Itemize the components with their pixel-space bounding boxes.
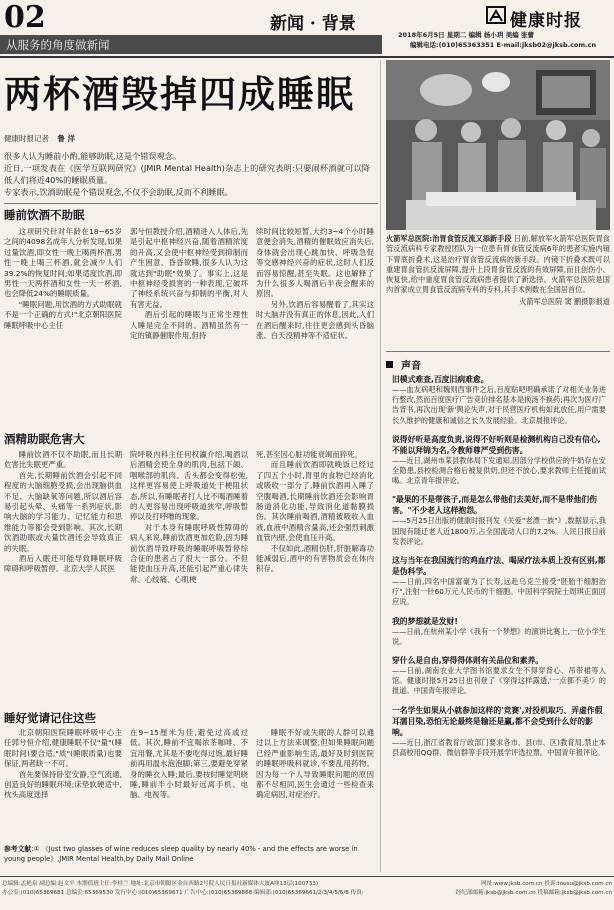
masthead-rule xyxy=(0,56,614,58)
article-column xyxy=(4,227,122,331)
footer-staff: 总编辑:孟艳泉 副总编:赵文平 本期值班主任:李桂兰 地址:北京市朝阳区金台西路2号院人民日报社新媒体大厦A座13层(100733) xyxy=(2,881,319,887)
subsection-bar xyxy=(0,35,382,54)
item-quote: 说得好听是高度负责,说得不好听则是检测机构自己没有信心,不能以拜锦为名,令教师尊严受到伤害。 xyxy=(392,434,601,455)
article-column xyxy=(130,227,248,341)
lead-paragraph: 很多人认为睡前小酌,能够助眠,这是个错误观念。 xyxy=(4,151,182,161)
photo-caption-body: 日前,解放军火箭军总医院胃食管反流病科专家教授团队为一位患有胃食管反流病6年的患者实施内镜下胃底折叠术,这是治疗胃食管反流病的新手段。内镜下折叠术既可以重建胃食管抗反流屏障,提升上段胃食管反流的有效屏障,而且创伤小、恢复快,给中重度胃食管反流病患者提供了新选择。火箭军总医院是国内首家成立胃食管反流病专科的专科,其手术例数在全国居首位。 xyxy=(386,234,610,295)
paragraph: 在9~15厘米为佳,避免过高或过低。其次,睡前不宜喝浓茶咖啡、不宜用餐,尤其是不要吃得过饱,最好睡前再用温水泡泡脚;第三,要避免穿紧身的睡衣入睡;最后,要按时睡觉明晓睡,睡前半小时最好远离手机、电脑、电视等。 xyxy=(130,728,248,800)
paragraph: 睡前饮酒不仅不助眠,而且长期危害比失眠更严重。 xyxy=(4,450,122,470)
subsection-title: 从服务的角度做新闻 xyxy=(6,38,110,52)
item-quote: 一名学生如果从小就参加这样的'竞赛',对投机取巧、弄虚作假耳濡目染,恐怕无论最终是输还是赢,都不会受到什么好的影响。 xyxy=(392,705,603,737)
item-source: ——日前,湖南农业大学图书馆要求女生不得穿背心、吊带裙等入馆。健康时报5月25日也刊登了《穿得这样露透,'一点都不美'》的报道。中国青年报评论。 xyxy=(392,666,606,696)
article-lead xyxy=(4,150,370,198)
article-column xyxy=(4,728,122,801)
paragraph: 睡眠不好或失眠的人群可以通过以上方法来调整,但如果睡眠问题已经严重影响生活,最好及时到医院的睡眠呼吸科就诊,不要乱用药物。因为每一个人导致睡眠问题的原因都不尽相同,医生会通过一些检查来确定病因,对症治疗。 xyxy=(256,728,374,800)
article-column xyxy=(256,227,374,341)
photo-caption-title: 火箭军总医院:治胃食管反流又添新手段 xyxy=(386,234,512,243)
news-photo xyxy=(386,60,610,230)
footer-rule xyxy=(0,876,614,877)
photo-credit: 火箭军总医院 窦 鹏摄影报道 xyxy=(519,296,610,306)
brand-name: 健康时报 xyxy=(510,11,582,31)
footer-email: 经纪部邮箱:jksb@jksb.com.cn 投稿邮箱:jksb@jksb.com.cn xyxy=(455,890,612,896)
photo-caption xyxy=(386,234,610,307)
list-item xyxy=(392,494,606,547)
sidebar-list xyxy=(392,374,606,758)
lead-paragraph: 近日,一项发表在《医学互联网研究》(JMIR Mental Health)杂志上的研究表明:只要闹杯酒就可以降低人们将近40%的睡眠质量。 xyxy=(4,163,370,185)
section-heading: 睡前饮酒不助眠 xyxy=(4,208,85,222)
footer-line xyxy=(2,889,612,898)
rule xyxy=(4,203,378,204)
page-number: 02 xyxy=(4,0,46,35)
list-item xyxy=(392,655,606,697)
item-source: ——5月25日出版的健康时报刊发《关爱"老漂一族"》,数据显示,我国现有随迁老人近1800万,占全国流动人口的7.2%。人民日报日前发表评论。 xyxy=(392,516,606,546)
section-heading: 酒精助眠危害大 xyxy=(4,432,85,446)
article-column xyxy=(4,450,122,575)
byline-label: 健康时报记者 xyxy=(4,134,49,143)
paragraph: 死,甚至因心脏功能衰竭而猝死。 xyxy=(256,450,362,459)
list-item xyxy=(392,434,606,487)
paragraph: 北京朝阳医院睡眠呼吸中心主任郭兮恒介绍,健康睡眠不仅"量"(睡眠时间)要合适,"质"(睡眠质量)也要保证,两者缺一不可。 xyxy=(4,728,122,769)
paragraph: "睡眠问题,用饮酒的方式助眠就不是一个正确的方式!"北京朝阳医院睡眠呼吸中心主任 xyxy=(4,299,122,330)
reference-label: 参考文献 xyxy=(4,845,32,853)
paragraph: 而且睡前饮酒即就晚饭已经过了四五个小时,胃里的食物已经消化或吸收一部分了,睡前饮酒再入睡了空腹喝酒,长期睡前饮酒还会影响胃肠道消化功能,导致消化道黏膜损伤。其次睡前喝酒,酒精被吸收入血液,血液中酒精含量高,还会强烈刺激血管内壁,会使血压升高。 xyxy=(256,460,374,543)
item-quote: "最果的不是带孩子,而是怎么带他们去美好,而不是带他们伤害。"不少老人这样抱怨。 xyxy=(392,495,597,516)
item-quote: 旧模式难查,百度旧病难愈。 xyxy=(392,375,489,384)
footer-web: 网址:www.jksb.com.cn 投诉:tousu@jksb.com.cn xyxy=(481,881,612,887)
footer xyxy=(2,880,612,898)
paragraph: 不仅如此,酒精伤肝,肝脏解毒功能减弱后,酒中的有害物质会在体内积存。 xyxy=(256,543,374,574)
paragraph: 郭兮恒教授介绍,酒精进入人体后,先是引起中枢神经兴奋,随着酒精浓度的升高,又会使中枢神经受到抑制而产生困意、昏昏欲睡,很多人认为这就达到"助眠"效果了。事实上,这是中枢神经受损害的一种表现,它破坏了神经系统兴奋与抑制的平衡,对人有害无益。 xyxy=(130,227,248,309)
item-source: ——近日,浙江省教育厅政部门要求各市、县(市、区)教育局,禁止本县高校用QQ群、微信群等手段开展学评选拉票。中国青年报评论。 xyxy=(392,737,606,757)
editor-contact: 编辑电话:(010)65363351 E-mail:jksb02@jksb.com.cn xyxy=(410,41,597,49)
paragraph: 对于本身有睡眠呼吸性障碍的病人来说,睡前饮酒更加危险,因为睡前饮酒导致呼吸的睡眠呼吸暂停综合征的患者占了很大一部分。不但能使血压升高,还能引起严重心律失常、心绞痛、心肌梗 xyxy=(130,522,248,584)
item-source: ——日前,在杭州某小学《我有一个梦想》的演讲比赛上,一位小学生说。 xyxy=(392,626,606,646)
logo-mark-icon xyxy=(488,9,504,23)
article-column xyxy=(130,728,248,801)
article-headline: 两杯酒毁掉四成睡眠 xyxy=(4,72,355,116)
byline-author: 鲁 洋 xyxy=(57,134,76,143)
article-column xyxy=(256,728,374,801)
sidebar-title: 声音 xyxy=(401,361,422,372)
paragraph: 酒后引起的睡眠与正常生理性人睡是完全不同的。酒精虽然有一定的镇静催眠作用,但持 xyxy=(130,310,248,341)
surgery-scene-image xyxy=(386,60,610,230)
item-quote: 这与当年在我国流行的鸡血疗法、喝尿疗法本质上没有区别,都是伪科学。 xyxy=(392,556,606,577)
item-quote: 我的梦想就是发财! xyxy=(392,616,458,626)
paragraph: 酒后入眠还可能导致睡眠呼吸障碍和呼吸暂停。北京大学人民医 xyxy=(4,554,122,574)
item-source: ——血友病吧和魏则西事件之后,百度贴吧明确承诺了对相关业务进行整改,然而百度医疗广告竞价排名基本是换汤不换药;再次为医疗广告背书,再次出现'新'舆论失声,对于民营医疗机构如此放任,用户需要长久维护的健康和诚信之长久发展经验。北京晨报评论。 xyxy=(392,385,606,425)
article-column xyxy=(130,450,248,585)
list-item xyxy=(392,616,606,647)
article-column xyxy=(256,450,374,575)
paragraph: 首先要保持卧室安静,空气流通,创造良好的睡眠环境;床垫软硬适中,枕头高度选择 xyxy=(4,769,122,800)
section-title: 新闻 · 背景 xyxy=(270,14,356,34)
byline xyxy=(4,133,75,144)
reference-text: :① 《Just two glasses of wine reduces sleep quality by nearly 40% - and the effects are worse in young people》,JMIR Mental Health,by Daily Mail Online xyxy=(4,845,358,863)
paragraph: 首先,长期睡前饮酒会引起不同程度的大脑细胞受损,会出现脑供血不足、大脑缺氧等问题,所以酒后容易引起头晕、头痛等一系列症状,影响大脑的学习能力、记忆能力和思维能力等都会受到影响。其次,长期饮酒助眠或大量饮酒还会导致真正的失眠。 xyxy=(4,470,122,553)
column-divider xyxy=(380,60,381,872)
paragraph: 另外,饮酒后容易醒着了,其实这时大脑并没有真正的休息,因此,人们在酒后醒来时,往往更会感到头昏脑涨、白天没精神等不适症状。 xyxy=(256,299,374,341)
footer-line xyxy=(2,880,612,889)
list-item xyxy=(392,705,606,758)
sidebar-heading xyxy=(386,354,422,372)
paragraph: 这项研究针对年龄在18~65岁之间的4098名成年人分析发现,如果过量饮酒,即女性一晚上喝两杯酒,男性一晚上喝三杯酒,就会减少人们39.2%的恢复时间;如果适度饮酒,即男性一天两杯酒和女性一天一杯酒,也会降低24%的睡眠质量。 xyxy=(4,227,122,299)
item-source: ——近日,湖州市某县教体局下发通知,因部分学校供应的牛奶存在安全隐患,县校检测合格后被复供奶,但还不放心,要求教师主任提前试喝。北京青年报评论。 xyxy=(392,455,606,486)
item-quote: 穿什么是自由,穿得得体则有关品位和素养。 xyxy=(392,656,544,666)
list-item xyxy=(392,555,606,608)
brand-logo xyxy=(486,6,506,24)
list-item xyxy=(392,374,606,426)
section-heading: 睡好觉请记住这些 xyxy=(4,711,96,725)
issue-info: 2018年6月5日 星期二 编辑 杨小玥 美编 张蕾 xyxy=(398,31,534,39)
item-source: ——日前,四名中国富豪为了长寿,远赴乌克兰接受"胚胎干细胞治疗",注射一针60万元人民币的干细胞。中国科学院院士周琪正面回应说。 xyxy=(392,577,606,607)
lead-paragraph: 专家表示,饮酒助眠是个错误观念,不仅不会助眠,反而不利睡眠。 xyxy=(4,187,233,197)
rule xyxy=(386,351,610,352)
footer-phones: 办公室:(010)65369681 总编室:65369530 发行中心:(010)65369671 广告中心:(010)65369868 编辑部:(010)65369661/2/3/4/5/6/8 传真: xyxy=(2,890,364,896)
paragraph: 院呼吸内科主任何权瀛介绍,喝酒以后酒精会使全身的肌肉,包括下颌、咽喉部的肌肉、舌头都会变得松弛,这样更容易使上呼吸道处于梗阻状态,所以,有睡眠者打人比不喝酒睡着的人更容易出现呼吸道狭窄,呼吸暂停以及打呼噜的现象。 xyxy=(130,450,248,522)
paragraph: 续时间比较短暂,大约3~4个小时睡意便会消失,酒精的催眠效应消失后,身体就会出现心跳加快、呼吸急促等交感神经兴奋的症状,这时人们反而容易惊醒,甚至失眠。这也解释了为什么很多人喝酒后半夜会醒来的原因。 xyxy=(256,227,374,299)
square-bullet-icon xyxy=(386,361,393,368)
reference-note xyxy=(4,845,378,864)
